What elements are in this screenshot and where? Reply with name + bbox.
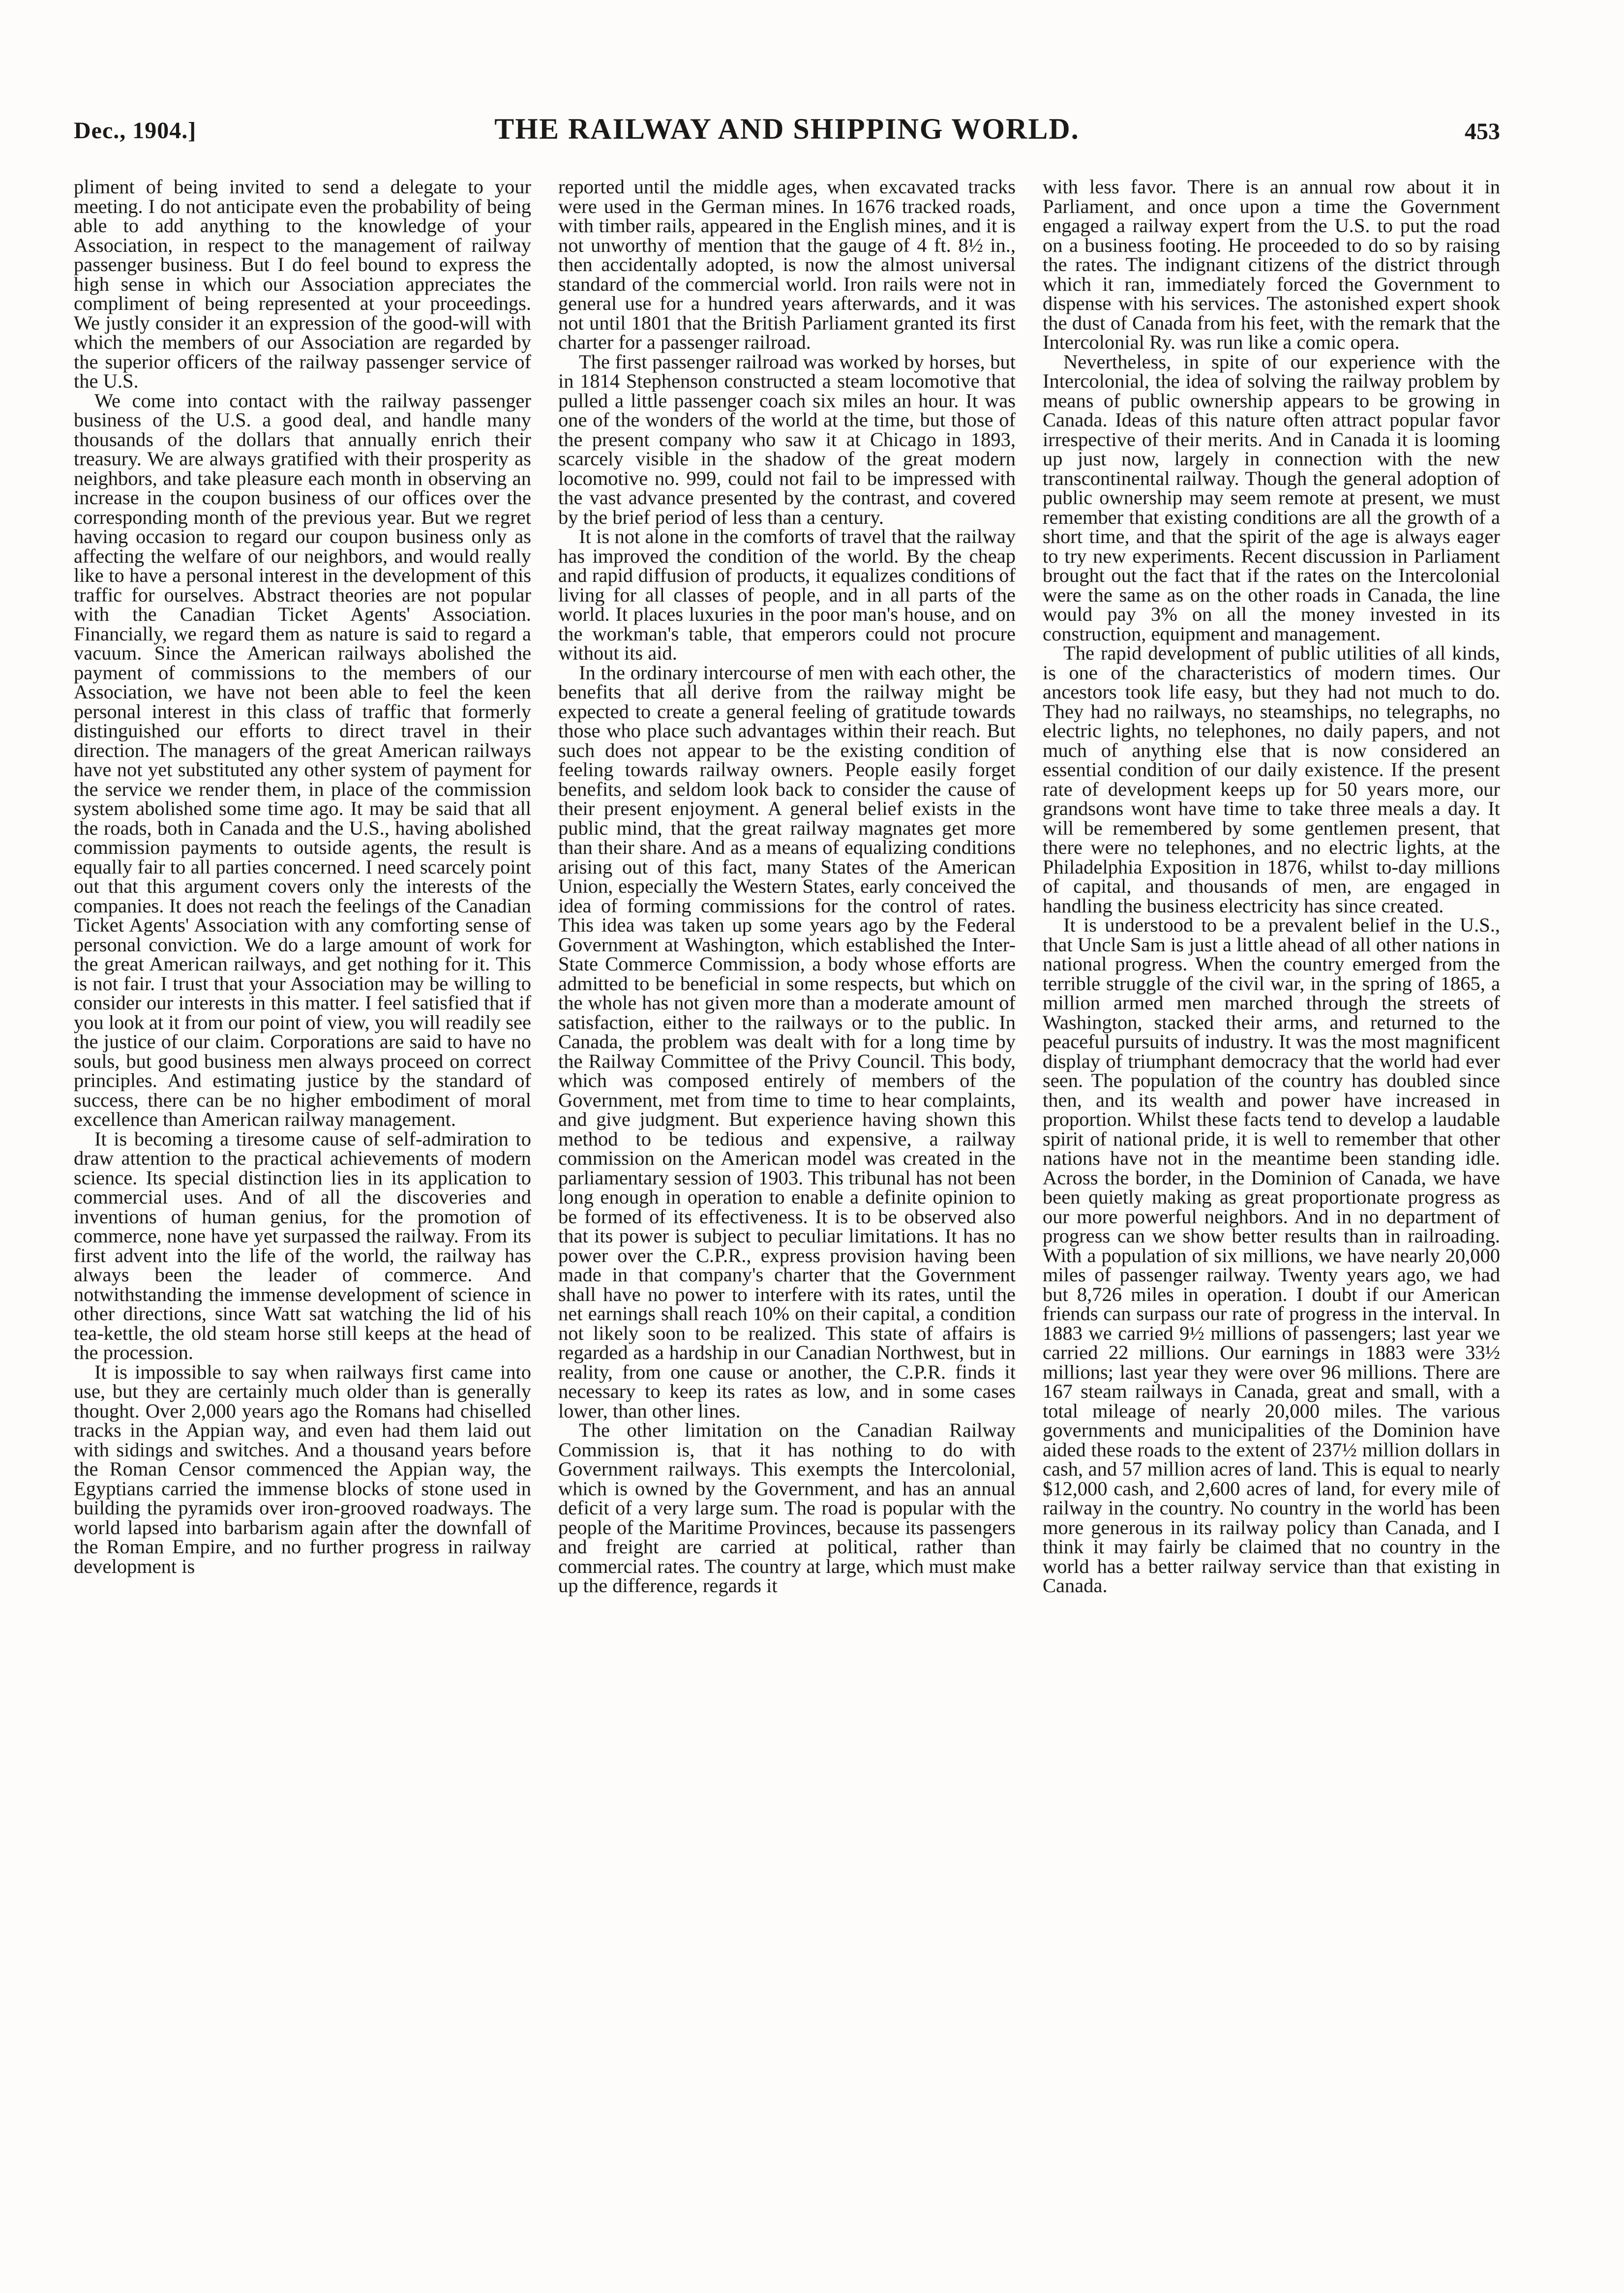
paragraph: We come into contact with the railway passenger business of the U.S. a good deal, and handle many thousands of the dollars that annually enrich their treasury. We are always gratified with their prosperity as neighbors, and take pleasure each month in observing an increase in the coupon business of our offices over the corresponding month of the previous year. But we regret having occasion to regard our coupon business only as affecting the welfare of our neighbors, and would really like to have a personal interest in the development of this traffic for ourselves. Abstract theories are not popular with the Canadian Ticket Agents' Association. Financially, we regard them as nature is said to regard a vacuum. Since the American railways abolished the payment of commissions to the members of our Association, we have not been able to feel the keen personal interest in this class of traffic that formerly distinguished our efforts to direct travel in their direction. The managers of the great American railways have not yet substituted any other system of payment for the service we render them, in place of the commission system abolished some time ago. It may be said that all the roads, both in Canada and the U.S., having abolished commission payments to outside agents, the result is equally fair to all parties concerned. I need scarcely point out that this argument covers only the interests of the companies. It does not reach the feelings of the Canadian Ticket Agents' Association with any comforting sense of personal conviction. We do a large amount of work for the great American railways, and get nothing for it. This is not fair. I trust that your Association may be willing to consider our interests in this matter. I feel satisfied that if you look at it from our point of view, you will readily see the justice of our claim. Corporations are said to have no souls, but good business men always proceed on correct principles. And estimating justice by the standard of success, there can be no higher embodiment of moral excellence than American railway management. [74,389,531,1130]
paragraph: It is impossible to say when railways first came into use, but they are certainly much older than is generally thought. Over 2,000 years ago the Romans had chiselled tracks in the Appian way, and even had them laid out with sidings and switches. And a thousand years before the Roman Censor commenced the Appian way, the Egyptians carried the immense blocks of stone used in building the pyramids over iron-grooved roadways. The world lapsed into barbarism again after the downfall of the Roman Empire, and no further progress in railway development is [74,1360,531,1577]
column-3 [1043,177,1500,2243]
paragraph: It is not alone in the comforts of travel that the railway has improved the condition of the world. By the cheap and rapid diffusion of products, it equalizes conditions of living for all classes of people, and in all parts of the world. It places luxuries in the poor man's house, and on the workman's table, that emperors could not procure without its aid. [558,525,1016,664]
paragraph: reported until the middle ages, when excavated tracks were used in the German mines. In 1676 tracked roads, with timber rails, appeared in the English mines, and it is not unworthy of mention that the gauge of 4 ft. 8½ in., then accidentally adopted, is now the almost universal standard of the commercial world. Iron rails were not in general use for a hundred years afterwards, and it was not until 1801 that the British Parliament granted its first charter for a passenger railroad. [558,177,1016,353]
paragraph: pliment of being invited to send a delegate to your meeting. I do not anticipate even the probability of being able to add anything to the knowledge of your Association, in respect to the management of railway passenger business. But I do feel bound to express the high sense in which our Association appreciates the compliment of being represented at your proceedings. We justly consider it an expression of the good-will with which the members of our Association are regarded by the superior officers of the railway passenger service of the U.S. [74,177,531,392]
column-2 [558,177,1016,2243]
issue-date: Dec., 1904.] [74,118,197,144]
paragraph: It is understood to be a prevalent belief in the U.S., that Uncle Sam is just a little ahead of all other nations in national progress. When the country emerged from the terrible struggle of the civil war, in the spring of 1865, a million armed men marched through the streets of Washington, stacked their arms, and returned to the peaceful pursuits of industry. It was the most magnificent display of triumphant democracy that the world had ever seen. The population of the country has doubled since then, and its wealth and power have increased in proportion. Whilst these facts tend to develop a laudable spirit of national pride, it is well to remember that other nations have not in the meantime been standing idle. Across the border, in the Dominion of Canada, we have been quietly making as great proportionate progress as our more powerful neighbors. And in no department of progress can we show better results than in railroading. With a population of six millions, we have nearly 20,000 miles of passenger railway. Twenty years ago, we had but 8,726 miles in operation. I doubt if our American friends can surpass our rate of progress in the interval. In 1883 we carried 9½ millions of passengers; last year we carried 22 millions. Our earnings in 1883 were 33½ millions; last year they were over 96 millions. There are 167 steam railways in Canada, great and small, with a total mileage of nearly 20,000 miles. The various governments and municipalities of the Dominion have aided these roads to the extent of 237½ million dollars in cash, and 57 million acres of land. This is equal to nearly $12,000 cash, and 2,600 acres of land, for every mile of railway in the country. No country in the world has been more generous in its railway policy than Canada, and I think it may fairly be claimed that no country in the world has a better railway service than that existing in Canada. [1043,914,1500,1597]
page-number: 453 [1465,119,1500,145]
paragraph: with less favor. There is an annual row about it in Parliament, and once upon a time the Government engaged a railway expert from the U.S. to put the road on a business footing. He proceeded to do so by raising the rates. The indignant citizens of the district through which it ran, immediately forced the Government to dispense with his services. The astonished expert shook the dust of Canada from his feet, with the remark that the Intercolonial Ry. was run like a comic opera. [1043,177,1500,353]
paragraph: In the ordinary intercourse of men with each other, the benefits that all derive from the railway might be expected to create a general feeling of gratitude towards those who place such advantages within their reach. But such does not appear to be the existing condition of feeling towards railway owners. People easily forget benefits, and seldom look back to consider the cause of their present enjoyment. A general belief exists in the public mind, that the great railway magnates get more than their share. And as a means of equalizing conditions arising out of this fact, many States of the American Union, especially the Western States, early conceived the idea of forming commissions for the control of rates. This idea was taken up some years ago by the Federal Government at Washington, which established the Inter-State Commerce Commission, a body whose efforts are admitted to be beneficial in some respects, but which on the whole has not given more than a moderate amount of satisfaction, either to the railways or to the public. In Canada, the problem was dealt with for a long time by the Railway Committee of the Privy Council. This body, which was composed entirely of members of the Government, met from time to time to hear complaints, and give judgment. But experience having shown this method to be tedious and expensive, a railway commission on the American model was created in the parliamentary session of 1903. This tribunal has not been long enough in operation to enable a definite opinion to be formed of its effectiveness. It is to be observed also that its power is subject to peculiar limitations. It has no power over the C.P.R., express provision having been made in that company's charter that the Government shall have no power to interfere with its rates, until the net earnings shall reach 10% on their capital, a condition not likely soon to be realized. This state of affairs is regarded as a hardship in our Canadian Northwest, but in reality, from one cause or another, the C.P.R. finds it necessary to keep its rates as low, and in some cases lower, than other lines. [558,661,1016,1422]
paragraph: The first passenger railroad was worked by horses, but in 1814 Stephenson constructed a steam locomotive that pulled a little passenger coach six miles an hour. It was one of the wonders of the world at the time, but those of the present company who saw it at Chicago in 1893, scarcely visible in the shadow of the great modern locomotive no. 999, could not fail to be impressed with the vast advance presented by the contrast, and covered by the brief period of less than a century. [558,350,1016,528]
paragraph: It is becoming a tiresome cause of self-admiration to draw attention to the practical achievements of modern science. Its special distinction lies in its application to commercial uses. And of all the discoveries and inventions of human genius, for the promotion of commerce, none have yet surpassed the railway. From its first advent into the life of the world, the railway has always been the leader of commerce. And notwithstanding the immense development of science in other directions, since Watt sat watching the lid of his tea-kettle, the old steam horse still keeps at the head of the procession. [74,1127,531,1363]
page-header [74,112,1500,151]
article-body [74,177,1500,2243]
column-1 [74,177,531,2243]
paragraph: The other limitation on the Canadian Railway Commission is, that it has nothing to do with Government railways. This exempts the Intercolonial, which is owned by the Government, and has an annual deficit of a very large sum. The road is popular with the people of the Maritime Provinces, because its passengers and freight are carried at political, rather than commercial rates. The country at large, which must make up the difference, regards it [558,1419,1016,1597]
journal-title: THE RAILWAY AND SHIPPING WORLD. [494,113,1080,145]
paragraph: Nevertheless, in spite of our experience with the Intercolonial, the idea of solving the railway problem by means of public ownership appears to be growing in Canada. Ideas of this nature often attract popular favor irrespective of their merits. And in Canada it is looming up just now, largely in connection with the new transcontinental railway. Though the general adoption of public ownership may seem remote at present, we must remember that existing conditions are all the growth of a short time, and that the spirit of the age is always eager to try new experiments. Recent discussion in Parliament brought out the fact that if the rates on the Intercolonial were the same as on the other roads in Canada, the line would pay 3% on all the money invested in its construction, equipment and management. [1043,350,1500,645]
paragraph: The rapid development of public utilities of all kinds, is one of the characteristics of modern times. Our ancestors took life easy, but they had not much to do. They had no railways, no steamships, no telegraphs, no electric lights, no telephones, no daily papers, and not much of anything else that is now considered an essential condition of our daily existence. If the present rate of development keeps up for 50 years more, our grandsons wont have time to take three meals a day. It will be remembered by some gentlemen present, that there were no telephones, and no electric lights, at the Philadelphia Exposition in 1876, whilst to-day millions of capital, and thousands of men, are engaged in handling the business electricity has since created. [1043,642,1500,917]
